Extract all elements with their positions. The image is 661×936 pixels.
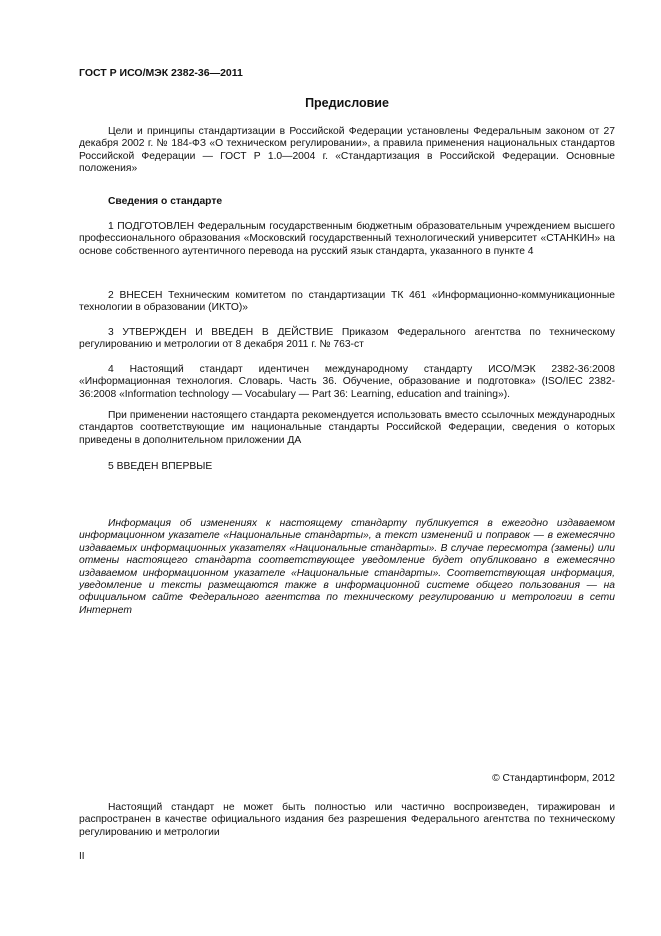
copyright-line: © Стандартинформ, 2012 (492, 773, 615, 784)
page-number: II (79, 851, 85, 862)
item-5-first-introduced: 5 ВВЕДЕН ВПЕРВЫЕ (108, 461, 213, 472)
item-4-note: При применении настоящего стандарта рекомендуется использовать вместо ссылочных международных стандартов соответствующие им национальные стандарты Российской Федерации, сведения о которых приведены в дополнительном приложении ДА (79, 410, 615, 446)
intro-paragraph: Цели и принципы стандартизации в Российской Федерации установлены Федеральным законом от 27 декабря 2002 г. № 184-ФЗ «О техническом регулировании», а правила применения национальных стандартов Российской Федерации — ГОСТ Р 1.0—2004 г. «Стандартизация в Российской Федерации. Основные положения» (79, 126, 615, 175)
reproduction-notice: Настоящий стандарт не может быть полностью или частично воспроизведен, тиражирован и распространен в качестве официального издания без разрешения Федерального агентства по техническому регулированию и метрологии (79, 802, 615, 838)
item-2-submitted: 2 ВНЕСЕН Техническим комитетом по стандартизации ТК 461 «Информационно-коммуникационные технологии в образовании (ИКТО)» (79, 290, 615, 314)
changes-info-notice: Информация об изменениях к настоящему стандарту публикуется в ежегодно издаваемом информационном указателе «Национальные стандарты», а текст изменений и поправок — в ежемесячно издаваемых информационных указателях «Национальные стандарты». В случае пересмотра (замены) или отмены настоящего стандарта соответствующее уведомление будет опубликовано в ежемесячно издаваемом информационном указателе «Национальные стандарты». Соответствующая информация, уведомление и тексты размещаются также в информационной системе общего пользования — на официальном сайте Федерального агентства по техническому регулированию и метрологии в сети Интернет (79, 518, 615, 616)
section-subheading: Сведения о стандарте (108, 196, 223, 207)
item-4-identical: 4 Настоящий стандарт идентичен международному стандарту ИСО/МЭК 2382-36:2008 «Информационная технология. Словарь. Часть 36. Обучение, образование и подготовка» (ISO/IEC 2382-36:2008 «Information technology — Vocabulary — Part 36: Learning, education and training»). (79, 364, 615, 400)
document-code-header: ГОСТ Р ИСО/МЭК 2382-36—2011 (79, 67, 243, 79)
page-title: Предисловие (305, 96, 389, 110)
item-3-approved: 3 УТВЕРЖДЕН И ВВЕДЕН В ДЕЙСТВИЕ Приказом Федерального агентства по техническому регулированию и метрологии от 8 декабря 2011 г. № 763-ст (79, 327, 615, 351)
item-1-prepared: 1 ПОДГОТОВЛЕН Федеральным государственным бюджетным образовательным учреждением высшего профессионального образования «Московский государственный технологический университет «СТАНКИН» на основе собственного аутентичного перевода на русский язык стандарта, указанного в пункте 4 (79, 221, 615, 257)
